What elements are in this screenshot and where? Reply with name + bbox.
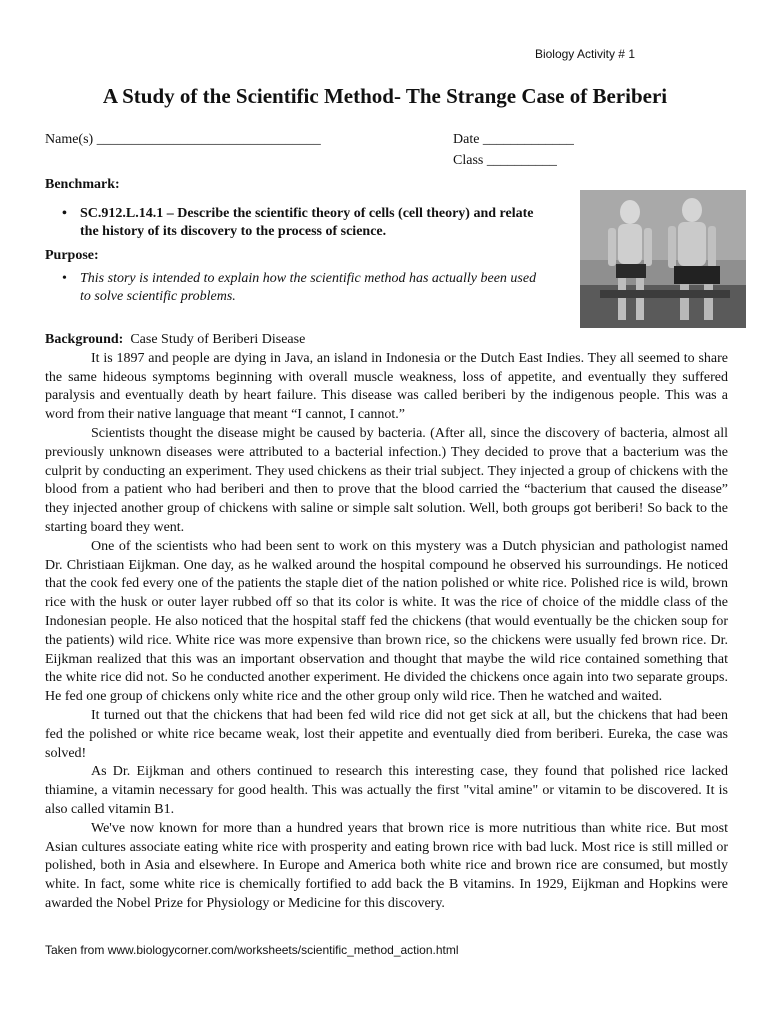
date-field: Date _____________ (453, 132, 574, 147)
page-title: A Study of the Scientific Method- The Strange Case of Beriberi (102, 84, 668, 108)
paragraph: It turned out that the chickens that had been fed wild rice did not get sick at all, but the chickens that had been fed the polished or white rice became weak, lost their appetite and eventually died from beriberi. Eureka, the case was solved! (45, 707, 728, 761)
benchmark-text: SC.912.L.14.1 – Describe the scientific theory of cells (cell theory) and relate the history of its discovery to the process of science. (80, 206, 534, 239)
activity-label: Biology Activity # 1 (534, 47, 635, 61)
background-heading-line (45, 331, 728, 350)
paragraph: We've now known for more than a hundred years that brown rice is more nutritious than white rice. But most Asian cultures associate eating white rice with prosperity and eating brown rice with bad luck. Most rice is still milled or polished, both in Asia and elsewhere. In Europe and America both white rice and brown rice are consumed, but mostly white. In fact, some white rice is chemically fortified to add back the B vitamins. In 1929, Eijkman and Hopkins were awarded the Nobel Prize for Physiology or Medicine for this discovery. (45, 820, 728, 911)
beriberi-patients-photo (580, 190, 746, 328)
purpose-heading: Purpose: (45, 248, 99, 263)
bullet-icon: • (62, 271, 67, 286)
paragraph: It is 1897 and people are dying in Java, an island in Indonesia or the Dutch East Indies. They all seemed to share the same hideous symptoms beginning with overall muscle weakness, loss of appetite, and eventually they suffered paralysis and eventually death by heart failure. This disease was called beriberi by the indigenous people. This was a word from their native language that meant “I cannot, I cannot.” (45, 350, 728, 423)
benchmark-heading: Benchmark: (45, 177, 120, 192)
background-subtitle: Case Study of Beriberi Disease (130, 332, 306, 347)
paragraph: One of the scientists who had been sent to work on this mystery was a Dutch physician and pathologist named Dr. Christiaan Eijkman. One day, as he walked around the hospital compound he observed his surroundings. He noticed that the cook fed every one of the patients the staple diet of the nation polished or white rice. Polished rice is wild, brown rice with the husk or outer layer rubbed off so that its color is white. It was the rice of choice of the middle class of the Indonesian people. He also noticed that the hospital staff fed the chickens (that would eventually be the chicken soup for the patients) wild rice. White rice was more expensive than brown rice, so the chickens were usually fed brown rice. Dr. Eijkman realized that this was an important observation and thought that maybe the wild rice contained something that the white rice did not. So he conducted another experiment. He divided the chickens once again into two separate groups. He fed one group of chickens only white rice and the other group only wild rice. Then he watched and waited. (45, 538, 728, 705)
paragraph: Scientists thought the disease might be caused by bacteria. (After all, since the discovery of bacteria, almost all previously unknown diseases were attributed to a bacterial infection.) They decided to prove that a bacterium was the culprit by conducting an experiment. They used chickens as their trial subject. They injected a group of chickens with the blood from a patient who had beriberi and then to prove that the blood carried the “bacterium that caused the disease” they injected another group of chickens with saline or simple salt solution. Well, both groups got beriberi! So back to the starting board they went. (45, 425, 728, 535)
names-field: Name(s) ________________________________ (45, 132, 321, 147)
background-section (45, 331, 728, 914)
bullet-icon: • (62, 206, 67, 221)
source-footer: Taken from www.biologycorner.com/worksheets/scientific_method_action.html (45, 943, 459, 957)
purpose-item (62, 270, 550, 306)
purpose-text: This story is intended to explain how the scientific method has actually been used to solve scientific problems. (80, 271, 537, 304)
benchmark-item (62, 205, 550, 241)
paragraph: As Dr. Eijkman and others continued to research this interesting case, they found that polished rice lacked thiamine, a vitamin necessary for good health. This was actually the first "vital amine" or vitamin to be discovered. It is also called vitamin B1. (45, 764, 728, 817)
background-heading: Background: (45, 332, 124, 347)
class-field: Class __________ (453, 153, 557, 168)
